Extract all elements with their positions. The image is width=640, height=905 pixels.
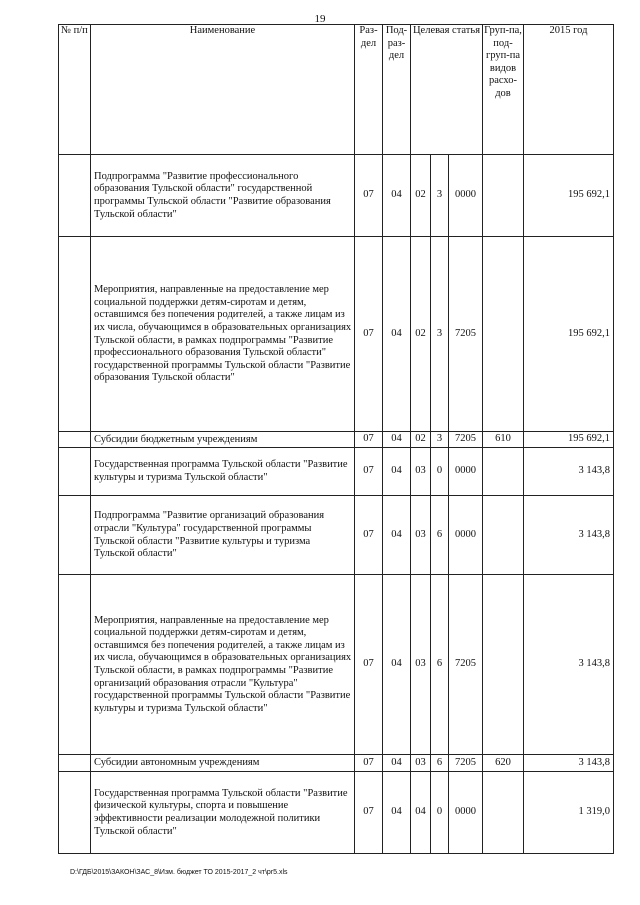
cell-razdel: 07 [355,155,383,237]
cell-amount: 195 692,1 [524,155,614,237]
table-row [59,237,614,432]
cell-podrazdel: 04 [383,772,411,854]
header-name: Наименование [91,25,355,155]
cell-cs2: 0 [431,448,449,496]
cell-podrazdel: 04 [383,155,411,237]
cell-razdel: 07 [355,772,383,854]
cell-num [59,575,91,755]
table-row [59,575,614,755]
cell-amount: 3 143,8 [524,448,614,496]
cell-vid: 620 [483,755,524,772]
cell-name: Подпрограмма "Развитие профессионального образования Тульской области" государственной программы Тульской области "Развитие образования Тульской области" [91,155,355,237]
cell-cs3: 7205 [449,432,483,448]
cell-name: Субсидии бюджетным учреждениям [91,432,355,448]
table-row [59,772,614,854]
cell-cs2: 6 [431,575,449,755]
cell-vid [483,155,524,237]
cell-num [59,155,91,237]
cell-cs2: 3 [431,432,449,448]
cell-num [59,755,91,772]
budget-table [58,24,614,854]
cell-cs3: 7205 [449,237,483,432]
cell-name: Мероприятия, направленные на предоставление мер социальной поддержки детям-сиротам и детям, оставшимся без попечения родителей, а также лицам из их числа, обучающимся в образовательных организациях Тульской области, в рамках подпрограммы "Развитие организаций образования отрасли "Культура" государственной программы Тульской области "Развитие культуры и туризма Тульской области" [91,575,355,755]
cell-cs2: 6 [431,496,449,575]
table-row [59,755,614,772]
cell-vid [483,496,524,575]
cell-cs2: 6 [431,755,449,772]
cell-vid: 610 [483,432,524,448]
cell-podrazdel: 04 [383,237,411,432]
cell-cs3: 0000 [449,448,483,496]
cell-name: Государственная программа Тульской области "Развитие культуры и туризма Тульской области" [91,448,355,496]
cell-razdel: 07 [355,432,383,448]
table-row [59,496,614,575]
cell-podrazdel: 04 [383,575,411,755]
cell-name: Подпрограмма "Развитие организаций образования отрасли "Культура" государственной программы Тульской области "Развитие культуры и туризма Тульской области" [91,496,355,575]
cell-podrazdel: 04 [383,755,411,772]
cell-num [59,432,91,448]
cell-num [59,772,91,854]
table-row [59,432,614,448]
cell-amount: 195 692,1 [524,237,614,432]
cell-podrazdel: 04 [383,496,411,575]
table-row [59,448,614,496]
cell-name: Государственная программа Тульской области "Развитие физической культуры, спорта и повышение эффективности реализации молодежной политики Тульской области" [91,772,355,854]
cell-podrazdel: 04 [383,448,411,496]
cell-razdel: 07 [355,448,383,496]
header-subsection: Под-раз-дел [383,25,411,155]
table-row [59,155,614,237]
cell-razdel: 07 [355,496,383,575]
cell-razdel: 07 [355,575,383,755]
cell-cs1: 02 [411,155,431,237]
cell-cs1: 03 [411,496,431,575]
cell-name: Субсидии автономным учреждениям [91,755,355,772]
cell-cs2: 3 [431,237,449,432]
cell-amount: 1 319,0 [524,772,614,854]
file-path: D:\ГДБ\2015\ЗАКОН\ЗАС_8\Изм. бюджет ТО 2015-2017_2 чт\pr5.xls [70,869,288,876]
cell-cs1: 04 [411,772,431,854]
cell-cs2: 0 [431,772,449,854]
cell-amount: 195 692,1 [524,432,614,448]
cell-cs1: 02 [411,237,431,432]
header-target: Целевая статья [411,25,483,155]
cell-amount: 3 143,8 [524,575,614,755]
cell-vid [483,448,524,496]
cell-cs1: 03 [411,755,431,772]
page-number: 19 [314,13,326,25]
header-year: 2015 год [524,25,614,155]
cell-cs3: 0000 [449,772,483,854]
cell-num [59,496,91,575]
cell-vid [483,772,524,854]
cell-num [59,448,91,496]
cell-name: Мероприятия, направленные на предоставление мер социальной поддержки детям-сиротам и детям, оставшимся без попечения родителей, а также лицам из их числа, обучающимся в образовательных организациях Тульской области, в рамках подпрограммы "Развитие профессионального образования Тульской области" государственной программы Тульской области "Развитие образования Тульской области" [91,237,355,432]
header-group: Груп-па, под-груп-па видов расхо-дов [483,25,524,155]
cell-vid [483,575,524,755]
cell-razdel: 07 [355,237,383,432]
cell-cs3: 7205 [449,575,483,755]
header-section: Раз-дел [355,25,383,155]
cell-amount: 3 143,8 [524,496,614,575]
cell-cs3: 0000 [449,496,483,575]
cell-cs3: 7205 [449,755,483,772]
cell-podrazdel: 04 [383,432,411,448]
cell-vid [483,237,524,432]
cell-cs1: 02 [411,432,431,448]
cell-amount: 3 143,8 [524,755,614,772]
cell-cs1: 03 [411,448,431,496]
cell-cs2: 3 [431,155,449,237]
cell-razdel: 07 [355,755,383,772]
cell-num [59,237,91,432]
header-num: № п/п [59,25,91,155]
cell-cs3: 0000 [449,155,483,237]
cell-cs1: 03 [411,575,431,755]
